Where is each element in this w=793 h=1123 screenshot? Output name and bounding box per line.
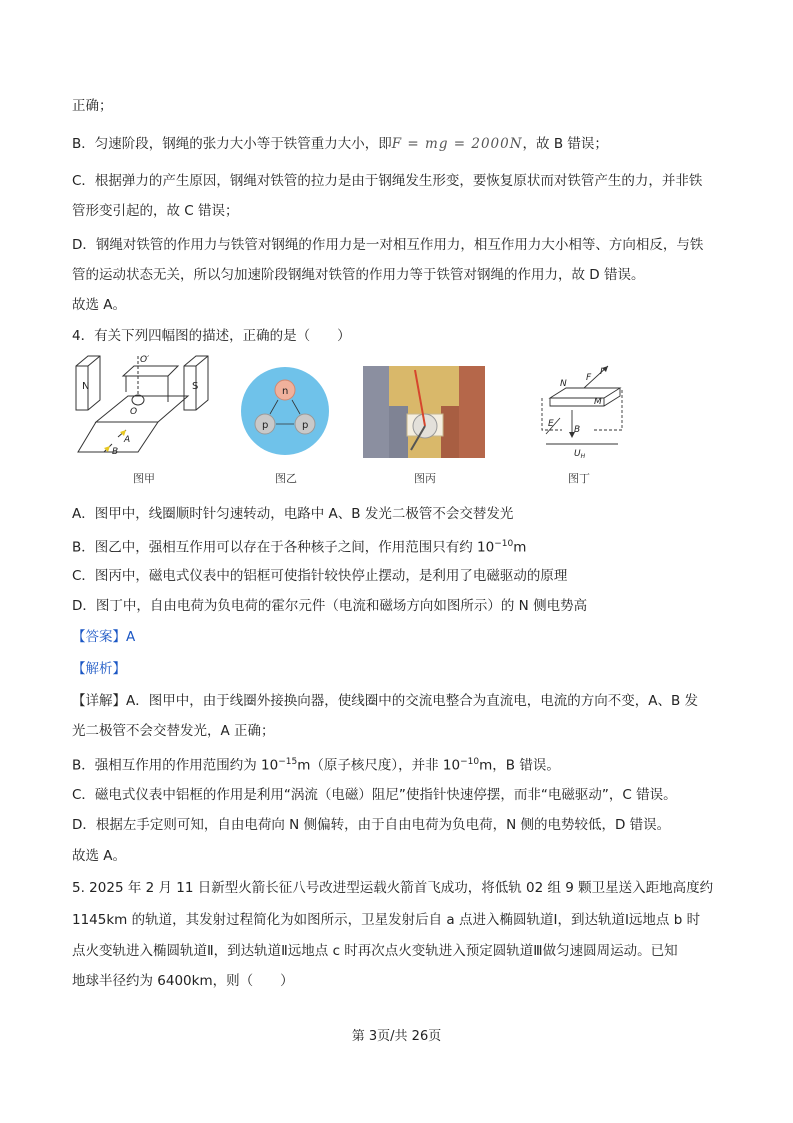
label-b: B — [574, 425, 581, 435]
label-o-prime: O′ — [140, 355, 150, 365]
label-u: U — [574, 449, 581, 459]
label-m: M — [594, 397, 602, 407]
text-line: 故选 A。 — [72, 297, 127, 313]
option-d: D．图丁中，自由电荷为负电荷的霍尔元件（电流和磁场方向如图所示）的 N 侧电势高 — [72, 598, 588, 614]
caption-ding: 图丁 — [568, 472, 590, 485]
label-e: E — [548, 419, 554, 429]
label-f: F — [586, 373, 592, 383]
label-n: N — [560, 379, 567, 389]
detail-line: 【详解】A．图甲中，由于线圈外接换向器，使线圈中的交流电整合为直流电，电流的方向不变，A、B 发 — [72, 693, 699, 709]
label-u-sub: H — [580, 453, 586, 460]
text-line: 正确； — [72, 98, 113, 114]
option-b: B．图乙中，强相互作用可以存在于各种核子之间，作用范围只有约 $10^{-10}m$ — [72, 539, 527, 556]
option-c: C．图丙中，磁电式仪表中的铝框可使指针较快停止摆动，是利用了电磁驱动的原理 — [72, 568, 568, 584]
formula-image: F = mg = 2000N — [391, 136, 523, 152]
text-line: 管的运动状态无关，所以匀加速阶段钢绳对铁管的作用力等于铁管对钢绳的作用力，故 D 错误。 — [72, 267, 645, 283]
detail-line: 故选 A。 — [72, 848, 127, 864]
text-line: D．钢绳对铁管的作用力与铁管对钢绳的作用力是一对相互作用力，相互作用力大小相等、方向相反，与铁 — [72, 237, 704, 253]
question-5-stem: 地球半径约为 6400km，则（ ） — [72, 973, 294, 989]
text-line: C．根据弹力的产生原因，钢绳对铁管的拉力是由于钢绳发生形变，要恢复原状而对铁管产生的力，并非铁 — [72, 173, 703, 189]
label-proton-2: p — [302, 420, 309, 431]
label-o: O — [130, 407, 138, 417]
label-proton-1: p — [262, 420, 269, 431]
label-b: B — [112, 447, 119, 457]
answer-label: 【答案】A — [72, 629, 136, 645]
question-5-stem: 5. 2025 年 2 月 11 日新型火箭长征八号改进型运载火箭首飞成功，将低轨 02 组 9 颗卫星送入距地高度约 — [72, 880, 714, 896]
figure-yi — [240, 366, 330, 456]
question-5-stem: 1145km 的轨道，其发射过程简化为如图所示，卫星发射后自 a 点进入椭圆轨道Ⅰ，到达轨道Ⅰ远地点 b 时 — [72, 912, 701, 928]
detail-line: C．磁电式仪表中铝框的作用是利用“涡流（电磁）阻尼”使指针快速停摆，而非“电磁驱动”，C 错误。 — [72, 787, 677, 803]
detail-line: 光二极管不会交替发光，A 正确； — [72, 723, 275, 739]
figure-jia — [68, 352, 218, 464]
question-4-stem: 4．有关下列四幅图的描述，正确的是（ ） — [72, 328, 351, 344]
label-s: S — [192, 381, 199, 392]
svg-text:UH — [574, 449, 586, 460]
page-footer: 第 3页/共 26页 — [351, 1029, 442, 1044]
figure-ding — [532, 360, 632, 460]
label-neutron: n — [282, 386, 289, 397]
caption-yi: 图乙 — [275, 472, 297, 485]
label-a: A — [124, 435, 131, 445]
label-i: I — [600, 367, 603, 377]
option-a: A．图甲中，线圈顺时针匀速转动，电路中 A、B 发光二极管不会交替发光 — [72, 506, 514, 522]
figure-bing — [363, 366, 485, 458]
detail-line: B．强相互作用的作用范围约为 $10^{-15}m$（原子核尺度），并非 $10^{-10}m$，B 错误。 — [72, 757, 560, 774]
analysis-label: 【解析】 — [72, 661, 126, 677]
text-line: B．匀速阶段，钢绳的张力大小等于铁管重力大小，即F = mg = 2000N，故 B 错误； — [72, 136, 608, 152]
caption-jia: 图甲 — [133, 472, 155, 485]
label-n: N — [82, 381, 90, 392]
caption-bing: 图丙 — [414, 472, 436, 485]
text-line: 管形变引起的，故 C 错误； — [72, 203, 239, 219]
question-5-stem: 点火变轨进入椭圆轨道Ⅱ，到达轨道Ⅱ远地点 c 时再次点火变轨进入预定圆轨道Ⅲ做匀速圆周运动。已知 — [72, 943, 678, 959]
detail-line: D．根据左手定则可知，自由电荷向 N 侧偏转，由于自由电荷为负电荷，N 侧的电势较低，D 错误。 — [72, 817, 671, 833]
